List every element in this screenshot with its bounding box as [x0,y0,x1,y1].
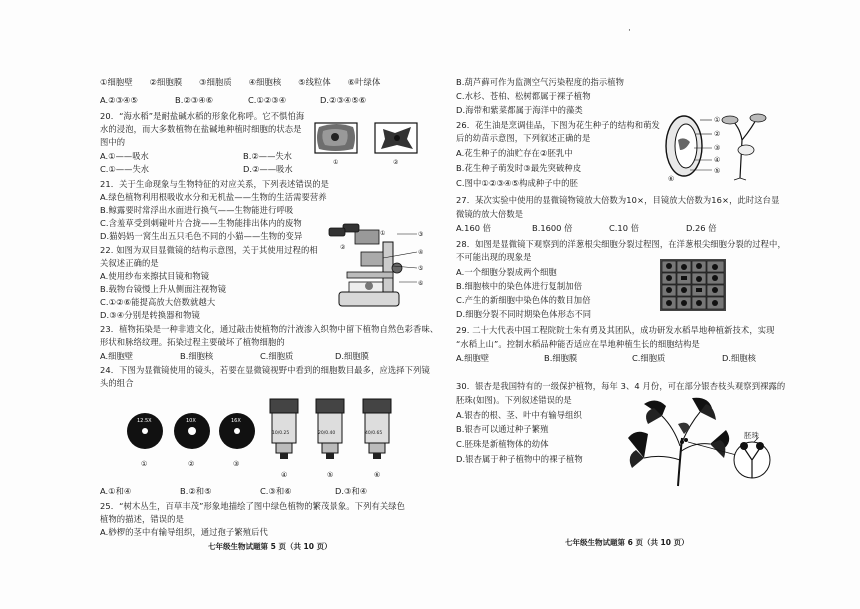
q28-line-3: A.一个细胞分裂成两个细胞 [456,267,557,277]
q22-line-3: A.使用纱布来擦拭目镜和物镜 [100,271,210,281]
q19-choice-d: D.②③④⑤⑥ [320,95,367,105]
q30-line-5: C.胚珠是新植物体的幼体 [456,439,549,449]
q24-choice-a: A.①和④ [100,486,132,496]
q24-lens-text-5: 20/0.40 [318,431,336,436]
q20-fig-label-2: ② [393,159,399,166]
q25-choice-b: B.葫芦藓可作为监测空气污染程度的指示植物 [456,77,625,87]
q19-choice-c: C.①②③④ [248,95,287,105]
q24-fig-label-6: ⑥ [374,471,381,479]
q25-line-1: 25．“树木丛生，百草丰茂”形象地描绘了图中绿色植物的繁茂景象。下列有关绿色 [100,501,406,511]
q23-choice-c: C.细胞质 [260,351,294,361]
q24-fig-label-5: ⑤ [327,471,334,479]
q24-fig-label-1: ① [141,460,148,468]
q29-line-1: 29. 二十大代表中国工程院院士朱有勇及其团队，成功研发水稻旱地种植新技术，实现 [456,325,775,335]
q22-line-5: C.①②⑥能提高放大倍数就越大 [100,297,216,307]
q26-fig-label-6: ⑥ [668,175,675,183]
q23-line-1: 23．植物拓染是一种非遗文化，通过敲击使植物的汁液渗入织物中留下植物自然色彩香味、 [100,324,439,334]
q29-choice-d: D.细胞核 [722,353,756,363]
q22-microscope-figure [325,222,430,314]
q26-line-1: 26．花生油是烹调佳品，下图为花生种子的结构和萌发 [456,120,660,130]
q22-fig-label-4: ④ [418,249,424,256]
q30-line-6: D.银杏属于种子植物中的裸子植物 [456,454,583,464]
q27-line-2: 微镜的放大倍数是 [456,209,524,219]
q29-choice-c: C.细胞质 [632,353,666,363]
q20-choice-c: C.①——失水 [100,164,150,174]
q21-line-5: D.猫妈妈一窝生出五只毛色不同的小猫——生物的变异 [100,231,303,241]
q20-cell-figure [313,117,423,169]
q23-choice-b: B.细胞核 [180,351,214,361]
right-page-footer: 七年级生物试题第 6 页（共 10 页） [565,538,689,547]
q24-choice-b: B.②和⑤ [180,486,212,496]
q28-line-4: B.细胞核中的染色体进行复制加倍 [456,281,583,291]
q22-fig-label-1: ① [380,230,386,237]
q20-choice-a: A.①——吸水 [100,151,149,161]
q30-line-4: B.银杏可以通过种子繁殖 [456,424,549,434]
q30-line-3: A.银杏的根、茎、叶中有输导组织 [456,410,582,420]
q23-line-2: 形状和脉络纹理。拓染过程主要破坏了植物细胞的 [100,337,285,347]
q21-line-1: 21．关于生命现象与生物特征的对应关系，下列表述错误的是 [100,179,330,189]
q24-lens-text-3: 16X [231,418,241,424]
q23-choice-d: D.细胞膜 [335,351,369,361]
q24-fig-label-4: ④ [281,471,288,479]
q27-choice-a: A.160 倍 [456,223,491,233]
q26-line-5: C.图中①②③④⑤构成种子中的胚 [456,178,578,188]
q22-fig-label-2: ② [340,244,346,251]
q22-fig-label-6: ⑥ [418,280,424,287]
q24-choice-d: D.③和④ [335,486,368,496]
q26-fig-label-3: ③ [714,144,721,152]
q24-fig-label-2: ② [188,460,195,468]
q29-choice-a: A.细胞壁 [456,353,490,363]
q21-line-2: A.绿色植物利用根吸收水分和无机盐——生物的生活需要营养 [100,192,327,202]
q28-line-6: D.细胞分裂不同时期染色体形态不同 [456,309,592,319]
q24-lens-text-4: 10/0.25 [272,431,290,436]
q24-choice-c: C.③和⑥ [260,486,292,496]
q22-fig-label-5: ⑤ [418,265,424,272]
q27-choice-c: C.10 倍 [609,223,639,233]
q24-lens-text-6: 40/0.65 [365,431,383,436]
q28-line-2: 不可能出现的现象是 [456,252,532,262]
q26-line-2: 后的幼苗示意图，下列叙述正确的是 [456,133,591,143]
q20-fig-label-1: ① [333,159,339,166]
q22-fig-label-3: ③ [418,231,424,238]
q25-line-3: A.桫椤的茎中有输导组织，通过孢子繁殖后代 [100,527,268,537]
q24-line-1: 24．下图为显微镜使用的镜头，若要在显微镜视野中看到的细胞数目最多，应选择下列镜 [100,365,430,375]
q27-choice-b: B.1600 倍 [532,223,573,233]
q30-line-2: 胚珠(如图)。下列叙述错误的是 [456,395,572,405]
q22-line-2: 关叙述正确的是 [100,258,159,268]
q22-line-1: 22. 如图为双目显微镜的结构示意图，关于其使用过程的相 [100,245,318,255]
q23-choice-a: A.细胞壁 [100,351,134,361]
q21-line-4: C.含羞草受到刺碰叶片合拢——生物能排出体内的废物 [100,218,302,228]
q19-options: ①细胞壁 ②细胞膜 ③细胞质 ④细胞核 ⑤线粒体 ⑥叶绿体 [100,77,381,87]
q24-lens-text-1: 12.5X [137,418,152,424]
q25-choice-c: C.水杉、苍柏、松树都属于裸子植物 [456,91,591,101]
q22-line-4: B.载物台镜慢上升从侧面注视物镜 [100,284,227,294]
q30-line-1: 30．银杏是我国特有的一级保护植物，每年 3、4 月份，可在部分银杏枝头观察到裸露的 [456,381,786,391]
q25-choice-d: D.海带和紫菜都属于海洋中的藻类 [456,105,583,115]
q26-line-4: B.花生种子萌发时③最先突破种皮 [456,163,582,173]
q19-choice-a: A.②③④⑤ [100,95,138,105]
q19-choice-b: B.②③④⑥ [175,95,214,105]
q24-fig-label-3: ③ [233,460,240,468]
q29-choice-b: B.细胞膜 [544,353,578,363]
q21-line-3: B.鲸露要时常浮出水面进行换气——生物能进行呼吸 [100,205,294,215]
q27-choice-d: D.26 倍 [686,223,717,233]
q26-fig-label-4: ④ [714,156,721,164]
q28-line-1: 28．如图是显微镜下观察到的洋葱根尖细胞分裂过程图，在洋葱根尖细胞分裂的过程中， [456,239,786,249]
q20-choice-d: D.②——吸水 [243,164,293,174]
q24-line-2: 头的组合 [100,378,134,388]
q25-line-2: 植物的描述，错误的是 [100,514,184,524]
q20-line-3: 图中的 [100,137,126,147]
q20-line-1: 20．“海水稻”是耐盐碱水稻的形象化称呼。它不惧怕海 [100,111,305,121]
q26-fig-label-2: ② [714,130,721,138]
q20-line-2: 水的浸泡，而大多数植物在盐碱地种植时细胞的状态是 [100,124,302,134]
left-page-footer: 七年级生物试题第 5 页（共 10 页） [208,542,332,551]
q20-choice-b: B.②——失水 [243,151,292,161]
q26-line-3: A.花生种子的油贮存在②胚乳中 [456,148,573,158]
q24-lens-text-2: 10X [186,418,196,424]
scan-speck: · [628,26,631,36]
q29-line-2: “水稻上山”。控制水稻品种能否适应在旱地种植生长的细胞结构是 [456,339,700,349]
q27-line-1: 27．某次实验中使用的显微镜物镜放大倍数为10×，目镜放大倍数为16×，此时这台显 [456,195,780,205]
q30-fig-label-ovule: 胚珠 [744,431,759,440]
q28-root-tip-figure [660,259,726,311]
q26-fig-label-5: ⑤ [714,167,721,175]
q28-line-5: C.产生的新细胞中染色体的数目加倍 [456,295,591,305]
q26-fig-label-1: ① [714,116,721,124]
q30-ginkgo-figure [622,398,792,488]
q22-line-6: D.③④分别是转换器和物镜 [100,310,200,320]
